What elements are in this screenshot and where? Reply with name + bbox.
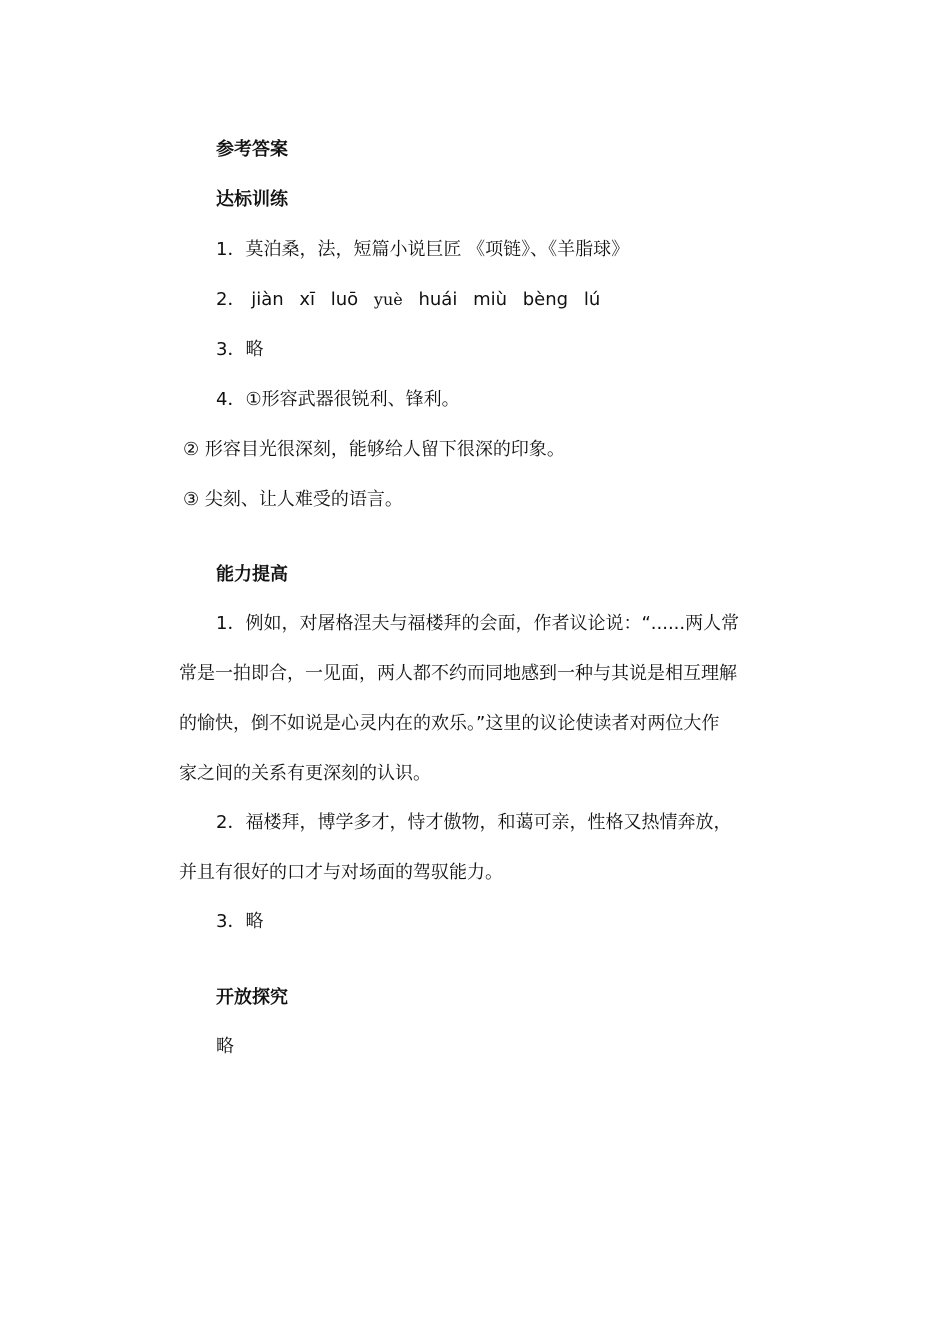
answer-2-1-line-3: 的愉快，倒不如说是心灵内在的欢乐。”这里的议论使读者对两位大作	[179, 713, 720, 734]
answer-1-4-meaning-2: ② 形容目光很深刻，能够给人留下很深的印象。	[183, 439, 565, 460]
pinyin-8: lú	[583, 289, 601, 310]
answer-2-2-line-1: 2．福楼拜，博学多才，恃才傲物，和蔼可亲，性格又热情奔放，	[216, 812, 732, 833]
answer-3: 略	[216, 1036, 234, 1057]
answer-2-3: 3．略	[216, 911, 264, 932]
section-heading-open-inquiry: 开放探究	[216, 987, 288, 1008]
pinyin-3: luō	[330, 289, 359, 310]
section-heading-ability-improvement: 能力提高	[216, 564, 288, 585]
pinyin-7: bèng	[522, 289, 569, 310]
answer-2-1-line-4: 家之间的关系有更深刻的认识。	[179, 763, 431, 784]
answer-1-2	[216, 288, 610, 312]
answer-1-1: 1．莫泊桑，法，短篇小说巨匠 《项链》、《羊脂球》	[216, 239, 630, 260]
pinyin-6: miù	[473, 289, 508, 310]
answer-1-4: 4．①形容武器很锐利、锋利。	[216, 389, 460, 410]
pinyin-4: yuè	[373, 290, 403, 309]
answer-1-4-meaning-3: ③ 尖刻、让人难受的语言。	[183, 489, 403, 510]
answer-1-2-prefix: 2．	[216, 289, 246, 310]
section-heading-standard-training: 达标训练	[216, 189, 288, 210]
pinyin-2: xī	[299, 289, 316, 310]
pinyin-1: jiàn	[251, 289, 284, 310]
answer-2-1-line-1: 1．例如，对屠格涅夫与福楼拜的会面，作者议论说：“......两人常	[216, 613, 740, 634]
answer-1-3: 3．略	[216, 339, 264, 360]
answer-title: 参考答案	[216, 139, 288, 160]
answer-2-1-line-2: 常是一拍即合，一见面，两人都不约而同地感到一种与其说是相互理解	[179, 663, 737, 684]
answer-2-2-line-2: 并且有很好的口才与对场面的驾驭能力。	[179, 862, 503, 883]
pinyin-5: huái	[418, 289, 458, 310]
